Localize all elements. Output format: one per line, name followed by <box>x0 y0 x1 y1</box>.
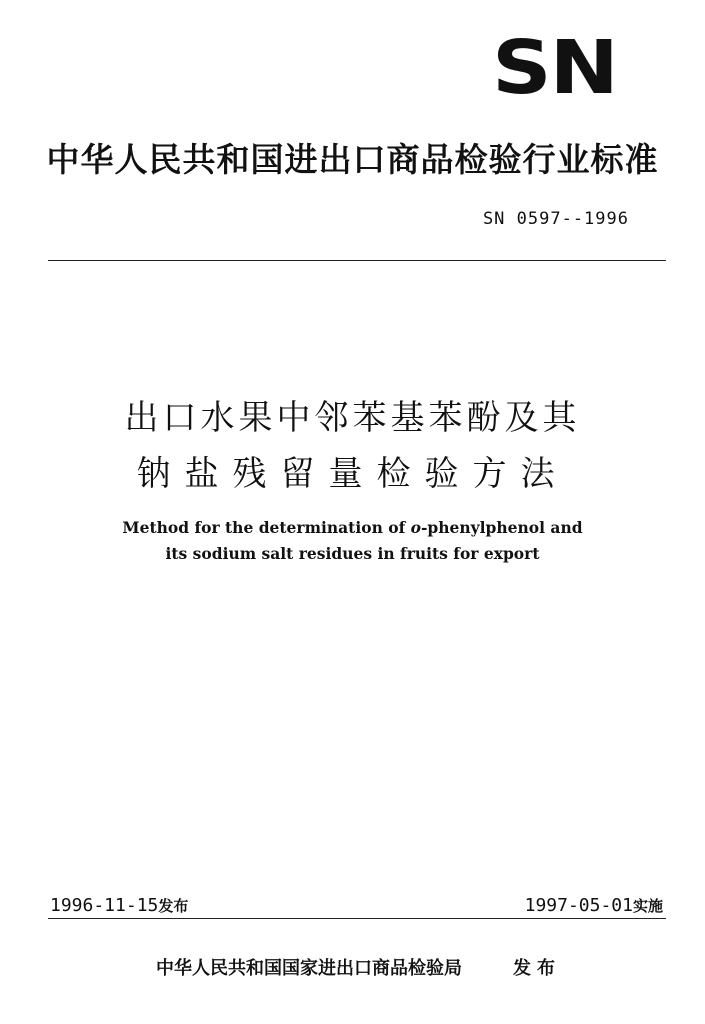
en-title-part2: -phenylphenol and <box>420 518 583 537</box>
effective-date-block <box>525 893 663 919</box>
bottom-divider <box>48 918 666 919</box>
document-title-en-line1 <box>0 516 705 540</box>
en-title-italic: o <box>410 518 421 537</box>
en-title-part1: Method for the determination of <box>122 518 411 537</box>
sn-logo: SN <box>492 25 617 111</box>
document-title-zh-line1: 出口水果中邻苯基苯酚及其 <box>124 398 581 438</box>
issuing-authority: 中华人民共和国国家进出口商品检验局 <box>156 958 462 979</box>
issue-date-suffix: 发布 <box>158 897 189 915</box>
issue-label: 发布 <box>513 958 561 979</box>
top-divider <box>48 260 666 261</box>
document-title-zh-line2: 钠盐残留量检验方法 <box>136 454 569 494</box>
effective-date: 1997-05-01 <box>524 895 633 916</box>
effective-date-suffix: 实施 <box>632 897 663 915</box>
standard-category-title: 中华人民共和国进出口商品检验行业标准 <box>46 140 659 179</box>
standard-number: SN 0597--1996 <box>482 209 629 229</box>
issue-date: 1996-11-15 <box>50 895 159 916</box>
issue-date-block <box>50 893 188 919</box>
document-title-en-line2: its sodium salt residues in fruits for export <box>165 544 540 563</box>
